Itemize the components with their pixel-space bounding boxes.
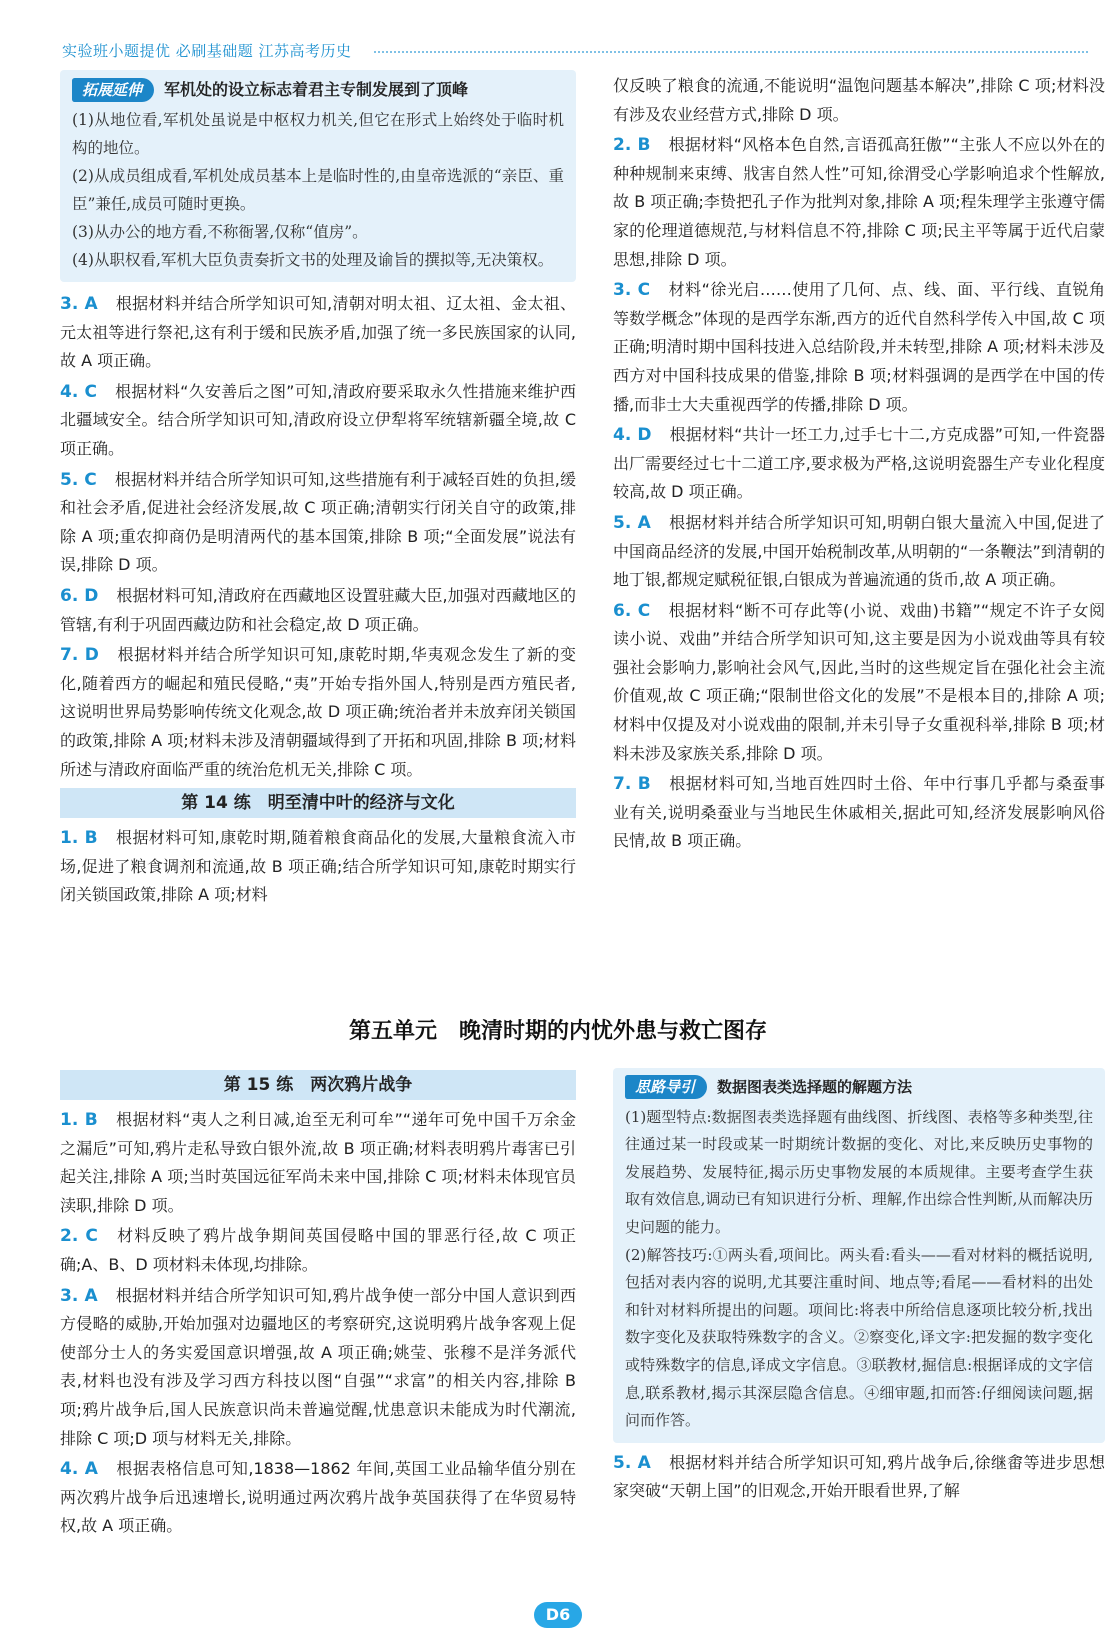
left-column-top: [60, 70, 576, 912]
answer-item: 3. A 根据材料并结合所学知识可知,鸦片战争使一部分中国人意识到西方侵略的威胁,开始加强对边疆地区的考察研究,这说明鸦片战争客观上促使部分士人的务实爱国意识增强,故 A 项正确;姚莹、张穆不是洋务派代表,材料也没有涉及学习西方科技以图“自强”“求富”的相关内容,排除 B 项;鸦片战争后,国人民族意识尚未普遍觉醒,忧患意识未能成为时代潮流,排除 C 项;D 项与材料无关,排除。: [60, 1285, 576, 1448]
answer-item: 5. A 根据材料并结合所学知识可知,鸦片战争后,徐继畬等进步思想家突破“天朝上国”的旧观念,开始开眼看世界,了解: [613, 1452, 1105, 1501]
expand-title: 军机处的设立标志着君主专制发展到了顶峰: [164, 80, 469, 99]
answer-item: 4. C 根据材料“久安善后之图”可知,清政府要采取永久性措施来维护西北疆域安全。结合所学知识可知,清政府设立伊犁将军统辖新疆全境,故 C 项正确。: [60, 381, 576, 458]
section-14-title: 第 14 练 明至清中叶的经济与文化: [60, 788, 576, 818]
right-column-top: [613, 72, 1105, 858]
answer-item: 2. C 材料反映了鸦片战争期间英国侵略中国的罪恶行径,故 C 项正确;A、B、D 项材料未体现,均排除。: [60, 1226, 576, 1274]
expand-line: (4)从职权看,军机大臣负责奏折文书的处理及谕旨的撰拟等,无决策权。: [72, 251, 554, 269]
expand-tag: 拓展延伸: [72, 78, 154, 102]
page-header: [62, 40, 1088, 62]
expand-line: (2)从成员组成看,军机处成员基本上是临时性的,由皇帝选派的“亲臣、重臣”兼任,成员可随时更换。: [72, 167, 564, 213]
guide-tag: 思路导引: [625, 1075, 707, 1099]
guide-box: [613, 1068, 1105, 1443]
answer-item: 7. B 根据材料可知,当地百姓四时土俗、年中行事几乎都与桑蚕事业有关,说明桑蚕业与当地民生休戚相关,据此可知,经济发展影响风俗民情,故 B 项正确。: [613, 774, 1105, 851]
guide-line: (1)题型特点:数据图表类选择题有曲线图、折线图、表格等多种类型,往往通过某一时段或某一时期统计数据的变化、对比,来反映历史事物的发展趋势、发展特征,揭示历史事物发展的本质规律。主要考查学生获取有效信息,调动已有知识进行分析、理解,作出综合性判断,从而解决历史问题的能力。: [625, 1107, 1093, 1236]
answer-item: 7. D 根据材料并结合所学知识可知,康乾时期,华夷观念发生了新的变化,随着西方的崛起和殖民侵略,“夷”开始专指外国人,特别是西方殖民者,这说明世界局势影响传统文化观念,故 D 项正确;统治者并未放弃闭关锁国的政策,排除 A 项;材料未涉及清朝疆域得到了开拓和巩固,排除 B 项;材料所述与清政府面临严重的统治危机无关,排除 C 项。: [60, 645, 576, 779]
answer-item: 6. D 根据材料可知,清政府在西藏地区设置驻藏大臣,加强对西藏地区的管辖,有利于巩固西藏边防和社会稳定,故 D 项正确。: [60, 585, 576, 634]
answer-item: 4. D 根据材料“共计一坯工力,过手七十二,方克成器”可知,一件瓷器出厂需要经过七十二道工序,要求极为严格,这说明瓷器生产专业化程度较高,故 D 项正确。: [613, 425, 1105, 502]
unit-title: 第五单元 晚清时期的内忧外患与救亡图存: [348, 1019, 767, 1044]
answer-item: 3. A 根据材料并结合所学知识可知,清朝对明太祖、辽太祖、金太祖、元太祖等进行祭祀,这有利于缓和民族矛盾,加强了统一多民族国家的认同,故 A 项正确。: [60, 294, 576, 371]
answer-item: 1. B 根据材料“夷人之利日减,迨至无利可牟”“递年可免中国千万余金之漏卮”可知,鸦片走私导致白银外流,故 B 项正确;材料表明鸦片毒害已引起关注,排除 A 项;当时英国远征军尚未来中国,排除 C 项;材料未体现官员渎职,排除 D 项。: [60, 1110, 576, 1215]
expand-line: (3)从办公的地方看,不称衙署,仅称“值房”。: [72, 223, 368, 241]
answer-item: 3. C 材料“徐光启……使用了几何、点、线、面、平行线、直锐角等数学概念”体现的是西学东渐,西方的近代自然科学传入中国,故 C 项正确;明清时期中国科技进入总结阶段,并未转型,排除 A 项;材料未涉及西方对中国科技成果的借鉴,排除 B 项;材料强调的是西学在中国的传播,而非士大夫重视西学的传播,排除 D 项。: [613, 280, 1105, 414]
answer-item: 2. B 根据材料“风格本色自然,言语孤高狂傲”“主张人不应以外在的种种规制来束缚、戕害自然人性”可知,徐渭受心学影响追求个性解放,故 B 项正确;李贽把孔子作为批判对象,排除 A 项;程朱理学主张遵守儒家的伦理道德规范,与材料信息不符,排除 C 项;民主平等属于近代启蒙思想,排除 D 项。: [613, 135, 1105, 269]
expand-box: [60, 70, 576, 282]
answer-item: 5. C 根据材料并结合所学知识可知,这些措施有利于减轻百姓的负担,缓和社会矛盾,促进社会经济发展,故 C 项正确;清朝实行闭关自守的政策,排除 A 项;重农抑商仍是明清两代的基本国策,排除 B 项;“全面发展”说法有误,排除 D 项。: [60, 469, 576, 575]
answer-item: 5. A 根据材料并结合所学知识可知,明朝白银大量流入中国,促进了中国商品经济的发展,中国开始税制改革,从明朝的“一条鞭法”到清朝的地丁银,都规定赋税征银,白银成为普遍流通的货币,故 A 项正确。: [613, 512, 1105, 590]
section-15-title: 第 15 练 两次鸦片战争: [60, 1070, 576, 1100]
continuation-text: 仅反映了粮食的流通,不能说明“温饱问题基本解决”,排除 C 项;材料没有涉及农业经营方式,排除 D 项。: [613, 76, 1105, 124]
guide-title: 数据图表类选择题的解题方法: [717, 1078, 913, 1096]
header-text: 实验班小题提优 必刷基础题 江苏高考历史: [62, 42, 352, 60]
left-column-bottom: [60, 1066, 576, 1543]
header-divider: [374, 51, 1088, 53]
page-number: D6: [534, 1602, 582, 1628]
expand-line: (1)从地位看,军机处虽说是中枢权力机关,但它在形式上始终处于临时机构的地位。: [72, 111, 564, 157]
answer-item: 1. B 根据材料可知,康乾时期,随着粮食商品化的发展,大量粮食流入市场,促进了粮食调剂和流通,故 B 项正确;结合所学知识可知,康乾时期实行闭关锁国政策,排除 A 项;材料: [60, 828, 576, 905]
guide-line: (2)解答技巧:①两头看,项间比。两头看:看头——看对材料的概括说明,包括对表内容的说明,尤其要注重时间、地点等;看尾——看材料的出处和针对材料所提出的问题。项间比:将表中所给信息逐项比较分析,找出数字变化及获取特殊数字的含义。②察变化,译文字:把发掘的数字变化或特殊数字的信息,译成文字信息。③联教材,掘信息:根据译成的文字信息,联系教材,揭示其深层隐含信息。④细审题,扣而答:仔细阅读问题,据问而作答。: [625, 1245, 1093, 1430]
answer-item: 4. A 根据表格信息可知,1838—1862 年间,英国工业品输华值分别在两次鸦片战争后迅速增长,说明通过两次鸦片战争英国获得了在华贸易特权,故 A 项正确。: [60, 1459, 576, 1536]
answer-item: 6. C 根据材料“断不可存此等(小说、戏曲)书籍”“规定不许子女阅读小说、戏曲”并结合所学知识可知,这主要是因为小说戏曲等具有较强社会影响力,影响社会风气,因此,当时的这些规定旨在强化社会主流价值观,故 C 项正确;“限制世俗文化的发展”不是根本目的,排除 A 项;材料中仅提及对小说戏曲的限制,并未引导子女重视科举,排除 B 项;材料未涉及家族关系,排除 D 项。: [613, 600, 1105, 763]
right-column-bottom: [613, 1068, 1105, 1508]
